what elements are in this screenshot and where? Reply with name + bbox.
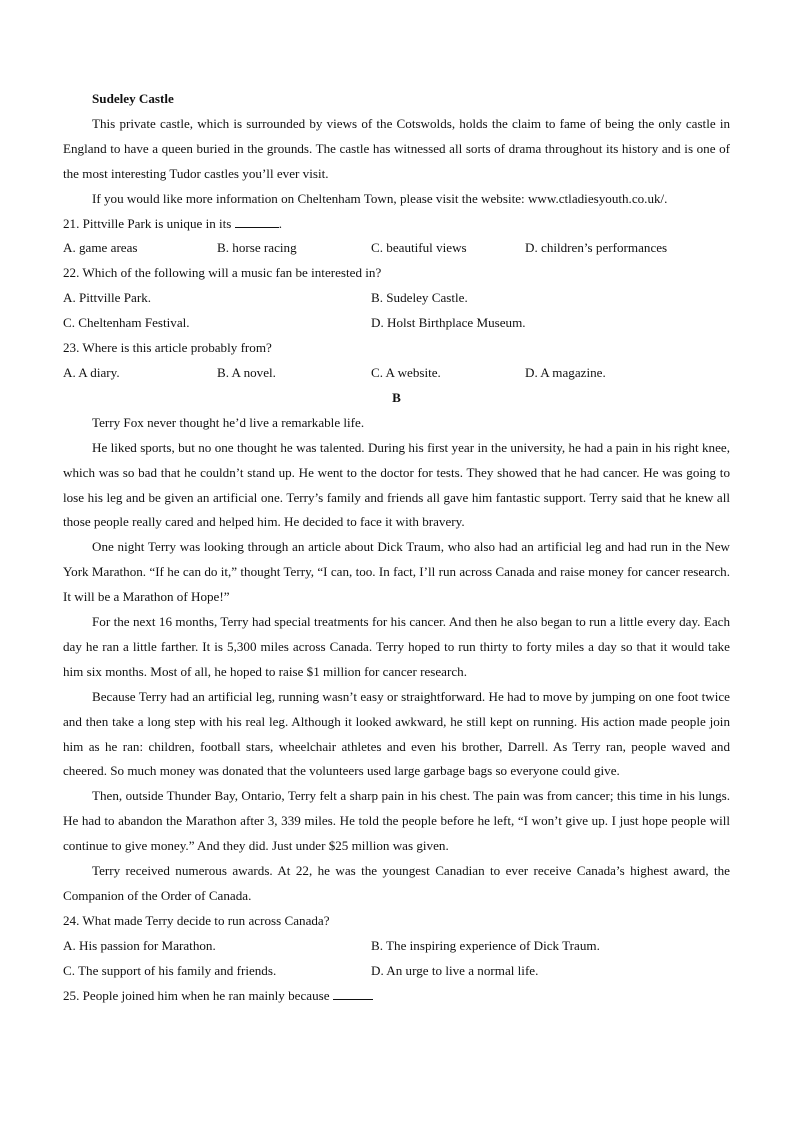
question-suffix: .: [278, 215, 282, 231]
question-stem: 21. Pittville Park is unique in its: [63, 215, 232, 231]
paragraph: Terry Fox never thought he’d live a remarkable life.: [92, 414, 365, 430]
paragraph: For the next 16 months, Terry had special treatments for his cancer. And then he also began to run a little every day. Each day he ran a little farther. It is 5,300 miles across Canada. Terry hoped to run thirty to forty miles a day so that it would take him six months. Most of all, he hoped to raise $1 million for cancer research.: [63, 614, 730, 679]
options-24-row1: [63, 934, 730, 959]
option-a: A. Pittville Park.: [63, 290, 152, 306]
option-b: B. horse racing: [217, 240, 297, 256]
section-label: B: [392, 389, 401, 405]
options-22-row1: [63, 286, 730, 311]
paragraph: Because Terry had an artificial leg, running wasn’t easy or straightforward. He had to move by jumping on one foot twice and then take a long step with his real leg. Although it looked awkward, he still kept on running. His action made people join him as he ran: children, football stars, wheelchair athletes and even his brother, Darrell. As Terry ran, people waved and cheered. So much money was donated that the volunteers used large garbage bags so everyone could give.: [63, 688, 730, 779]
question-23: 23. Where is this article probably from?: [63, 340, 272, 356]
option-b: B. Sudeley Castle.: [371, 290, 468, 306]
option-d: D. An urge to live a normal life.: [371, 962, 539, 978]
question-22: 22. Which of the following will a music fan be interested in?: [63, 265, 382, 281]
question-25: [63, 984, 730, 1009]
option-b: B. The inspiring experience of Dick Traum.: [371, 937, 600, 953]
answer-blank: [235, 213, 279, 228]
option-c: C. Cheltenham Festival.: [63, 315, 190, 331]
options-22-row2: [63, 311, 730, 336]
option-a: A. A diary.: [63, 364, 120, 380]
paragraph: Then, outside Thunder Bay, Ontario, Terry felt a sharp pain in his chest. The pain was from cancer; this time in his lungs. He had to abandon the Marathon after 3, 339 miles. He told the people before he left, “I won’t give up. I just hope people will continue to give money.” And they did. Just under $25 million was given.: [63, 788, 730, 854]
question-24: 24. What made Terry decide to run across Canada?: [63, 912, 330, 928]
option-d: D. Holst Birthplace Museum.: [371, 315, 526, 331]
answer-blank: [333, 985, 373, 1000]
question-21: [63, 212, 730, 237]
option-c: C. The support of his family and friends.: [63, 962, 277, 978]
option-d: D. children’s performances: [525, 240, 668, 256]
document-page: [63, 87, 730, 1009]
options-21: [63, 236, 730, 261]
paragraph: Terry received numerous awards. At 22, he was the youngest Canadian to ever receive Canada’s highest award, the Companion of the Order of Canada.: [63, 863, 730, 903]
option-a: A. game areas: [63, 240, 138, 256]
paragraph: If you would like more information on Cheltenham Town, please visit the website: www.ctladiesyouth.co.uk/.: [92, 190, 668, 206]
section-heading: Sudeley Castle: [92, 91, 174, 106]
option-d: D. A magazine.: [525, 364, 606, 380]
option-c: C. A website.: [371, 364, 441, 380]
option-b: B. A novel.: [217, 364, 276, 380]
options-24-row2: [63, 959, 730, 984]
question-stem: 25. People joined him when he ran mainly because: [63, 987, 330, 1003]
paragraph: He liked sports, but no one thought he was talented. During his first year in the university, he had a pain in his right knee, which was so bad that he couldn’t stand up. He went to the doctor for tests. They showed that he had cancer. He was going to lose his leg and be given an artificial one. Terry’s family and friends all gave him fantastic support. Terry said that he knew all those people really cared and helped him. He decided to face it with bravery.: [63, 439, 730, 530]
paragraph: One night Terry was looking through an article about Dick Traum, who also had an artificial leg and had run in the New York Marathon. “If he can do it,” thought Terry, “I can, too. In fact, I’ll run across Canada and raise money for cancer research. It will be a Marathon of Hope!”: [63, 539, 730, 605]
options-23: [63, 361, 730, 386]
paragraph: This private castle, which is surrounded by views of the Cotswolds, holds the claim to fame of being the only castle in England to have a queen buried in the grounds. The castle has witnessed all sorts of drama throughout its history and is one of the most interesting Tudor castles you’ll ever visit.: [63, 115, 730, 181]
option-c: C. beautiful views: [371, 240, 467, 256]
option-a: A. His passion for Marathon.: [63, 937, 216, 953]
